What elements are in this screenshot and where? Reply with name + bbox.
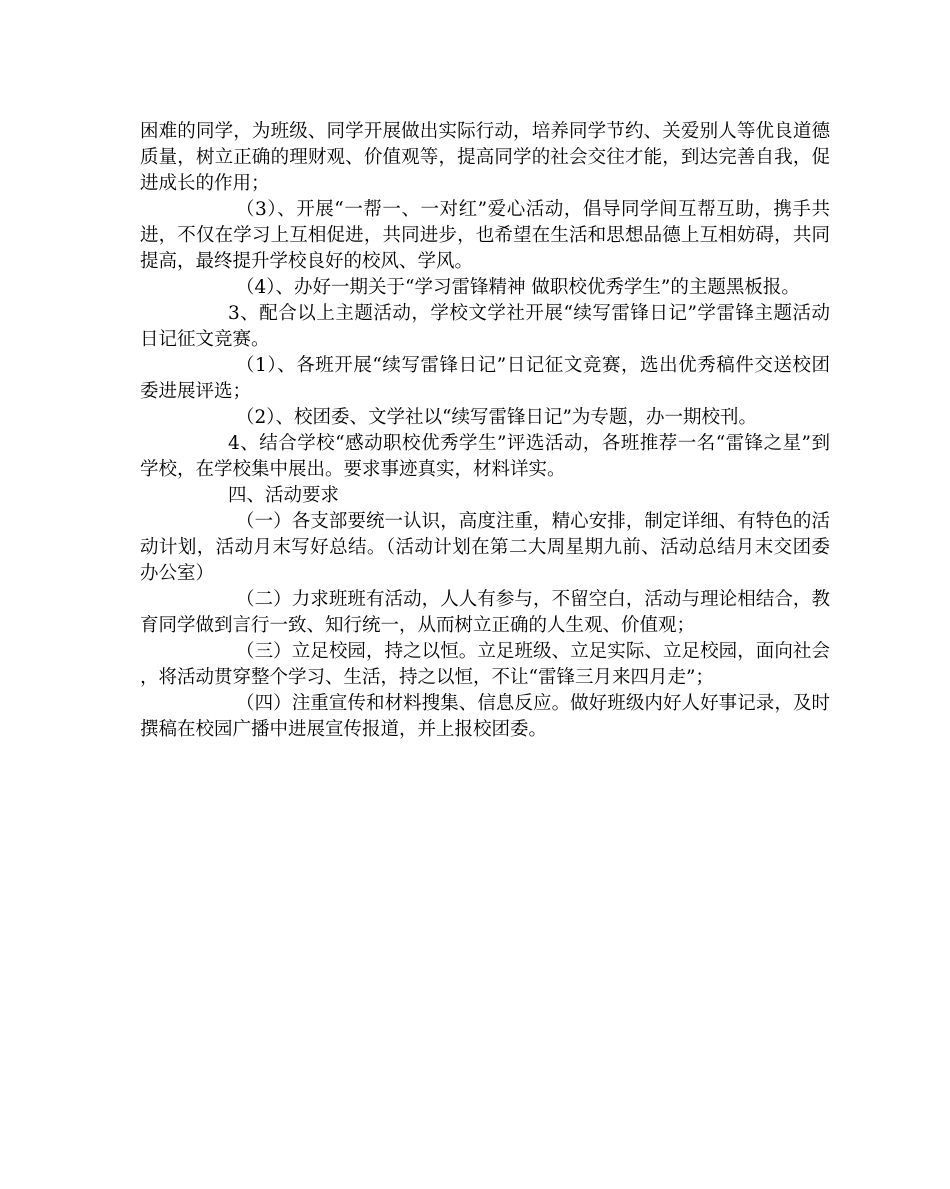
paragraph-section-3-item-2: （2）、校团委、文学社以“续写雷锋日记”为专题，办一期校刊。	[236, 407, 757, 428]
document-body	[140, 119, 830, 743]
paragraph-item-4: （4）、办好一期关于“学习雷锋精神 做职校优秀学生”的主题黑板报。	[236, 277, 800, 298]
paragraph-section-4: 4、结合学校“感动职校优秀学生”评选活动，各班推荐一名“雷锋之星”到学校，在学校集中展出。要求事迹真实，材料详实。	[140, 433, 830, 480]
heading-activity-requirements: 四、活动要求	[228, 485, 340, 506]
paragraph-section-3-item-1: （1）、各班开展“续写雷锋日记”日记征文竞赛，选出优秀稿件交送校团委进展评选；	[140, 355, 830, 402]
requirement-3: （三）立足校园，持之以恒。立足班级、立足实际、立足校园，面向社会，将活动贯穿整个学习、生活，持之以恒，不让“雷锋三月来四月走”；	[140, 641, 830, 688]
requirement-1: （一）各支部要统一认识，高度注重，精心安排，制定详细、有特色的活动计划，活动月末写好总结。（活动计划在第二大周星期九前、活动总结月末交团委办公室）	[140, 511, 830, 584]
requirement-2: （二）力求班班有活动，人人有参与，不留空白，活动与理论相结合，教育同学做到言行一致、知行统一，从而树立正确的人生观、价值观；	[140, 589, 830, 636]
paragraph-section-3: 3、配合以上主题活动，学校文学社开展“续写雷锋日记”学雷锋主题活动日记征文竞赛。	[140, 303, 830, 350]
requirement-4: （四）注重宣传和材料搜集、信息反应。做好班级内好人好事记录，及时撰稿在校园广播中进展宣传报道，并上报校团委。	[140, 693, 830, 740]
paragraph-item-3: （3）、开展“一帮一、一对红”爱心活动，倡导同学间互帮互助，携手共进，不仅在学习上互相促进，共同进步，也希望在生活和思想品德上互相妨碍，共同提高，最终提升学校良好的校风、学风。	[140, 199, 830, 272]
paragraph-continuation: 困难的同学，为班级、同学开展做出实际行动，培养同学节约、关爱别人等优良道德质量，树立正确的理财观、价值观等，提高同学的社会交往才能，到达完善自我，促进成长的作用；	[140, 121, 830, 194]
